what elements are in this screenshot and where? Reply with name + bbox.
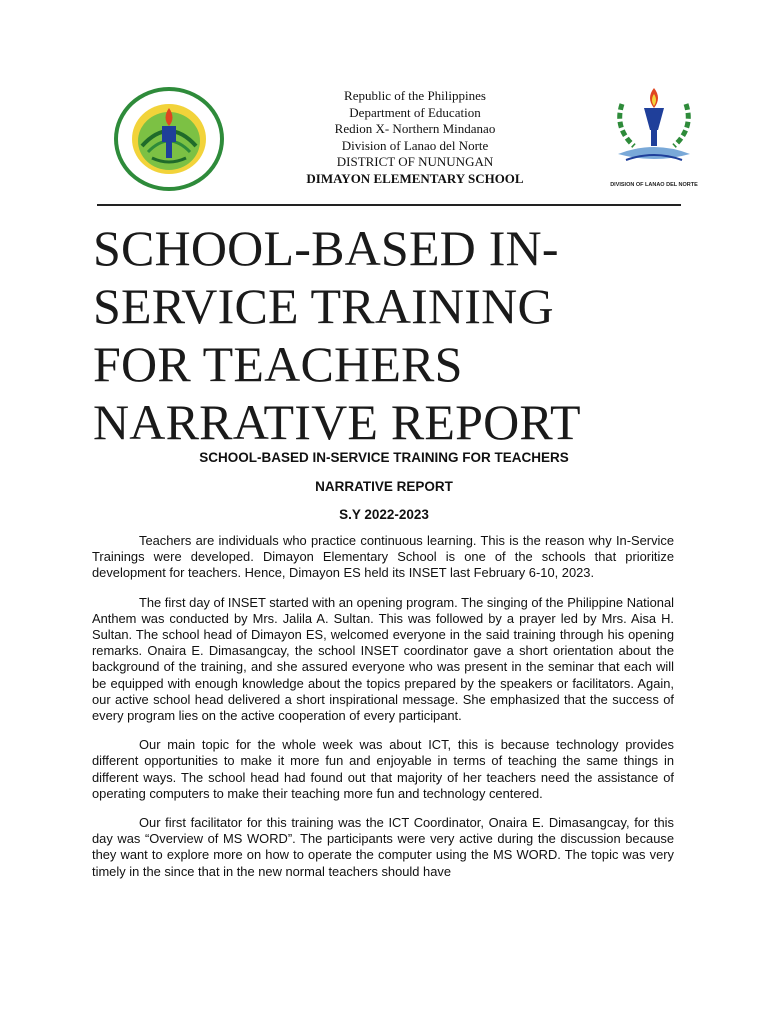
title-line: SCHOOL-BASED IN-: [93, 220, 559, 276]
report-heading: SCHOOL-BASED IN-SERVICE TRAINING FOR TEACHERS: [199, 450, 569, 465]
header-divider: [97, 204, 681, 206]
title-line: FOR TEACHERS: [93, 336, 463, 392]
body-paragraph: The first day of INSET started with an opening program. The singing of the Philippine National Anthem was conducted by Mrs. Jalila A. Sultan. This was followed by a prayer led by Mrs. Aisa H. Sultan. The school head of Dimayon ES, welcomed everyone in the said training through his opening remarks. Onaira E. Dimasangcay, the school INSET coordinator gave a short orientation about the background of the training, and she assured everyone who was present in the seminar that each will be equipped with enough knowledge about the topics prepared by the speakers or facilitators. Again, our active school head delivered a short inspirational message. She emphasized that the success of every program lies on the active cooperation of every participant.: [92, 594, 674, 724]
body-paragraph: Our first facilitator for this training was the ICT Coordinator, Onaira E. Dimasangcay, for this day was “Overview of MS WORD”. The participants were very active during the discussion because they want to explore more on how to operate the computer using the MS WORD. The topic was very timely in the since that in the new normal teachers should have: [92, 815, 674, 879]
body-paragraph: Teachers are individuals who practice continuous learning. This is the reason why In-Service Trainings were developed. Dimayon Elementary School is one of the schools that prioritize development for teachers. Hence, Dimayon ES held its INSET last February 6-10, 2023.: [92, 533, 674, 581]
letterhead-line: Redion X- Northern Mindanao: [334, 121, 496, 137]
division-logo: [604, 84, 704, 188]
school-name: DIMAYON ELEMENTARY SCHOOL: [306, 170, 524, 186]
document-title: [93, 219, 693, 451]
title-line: SERVICE TRAINING: [93, 278, 554, 334]
report-body: [92, 533, 674, 893]
body-paragraph: Our main topic for the whole week was about ICT, this is because technology provides different opportunities to make it more fun and enjoyable in terms of teaching the same things in different ways. The school head had found out that majority of her teachers need the assistance of operating computers to make their teaching more fun and technology centered.: [92, 737, 674, 801]
letterhead-line: Division of Lanao del Norte: [341, 137, 489, 153]
letterhead-line: Department of Education: [349, 104, 481, 120]
school-year: S.Y 2022-2023: [339, 507, 429, 522]
letterhead-line: DISTRICT OF NUNUNGAN: [336, 154, 494, 170]
title-line: NARRATIVE REPORT: [93, 394, 581, 450]
school-seal-logo: [112, 86, 227, 192]
division-logo-caption: DIVISION OF LANAO DEL NORTE: [610, 182, 698, 188]
letterhead: [230, 88, 600, 188]
report-subheading: NARRATIVE REPORT: [315, 479, 453, 494]
letterhead-line: Republic of the Philippines: [344, 88, 486, 103]
